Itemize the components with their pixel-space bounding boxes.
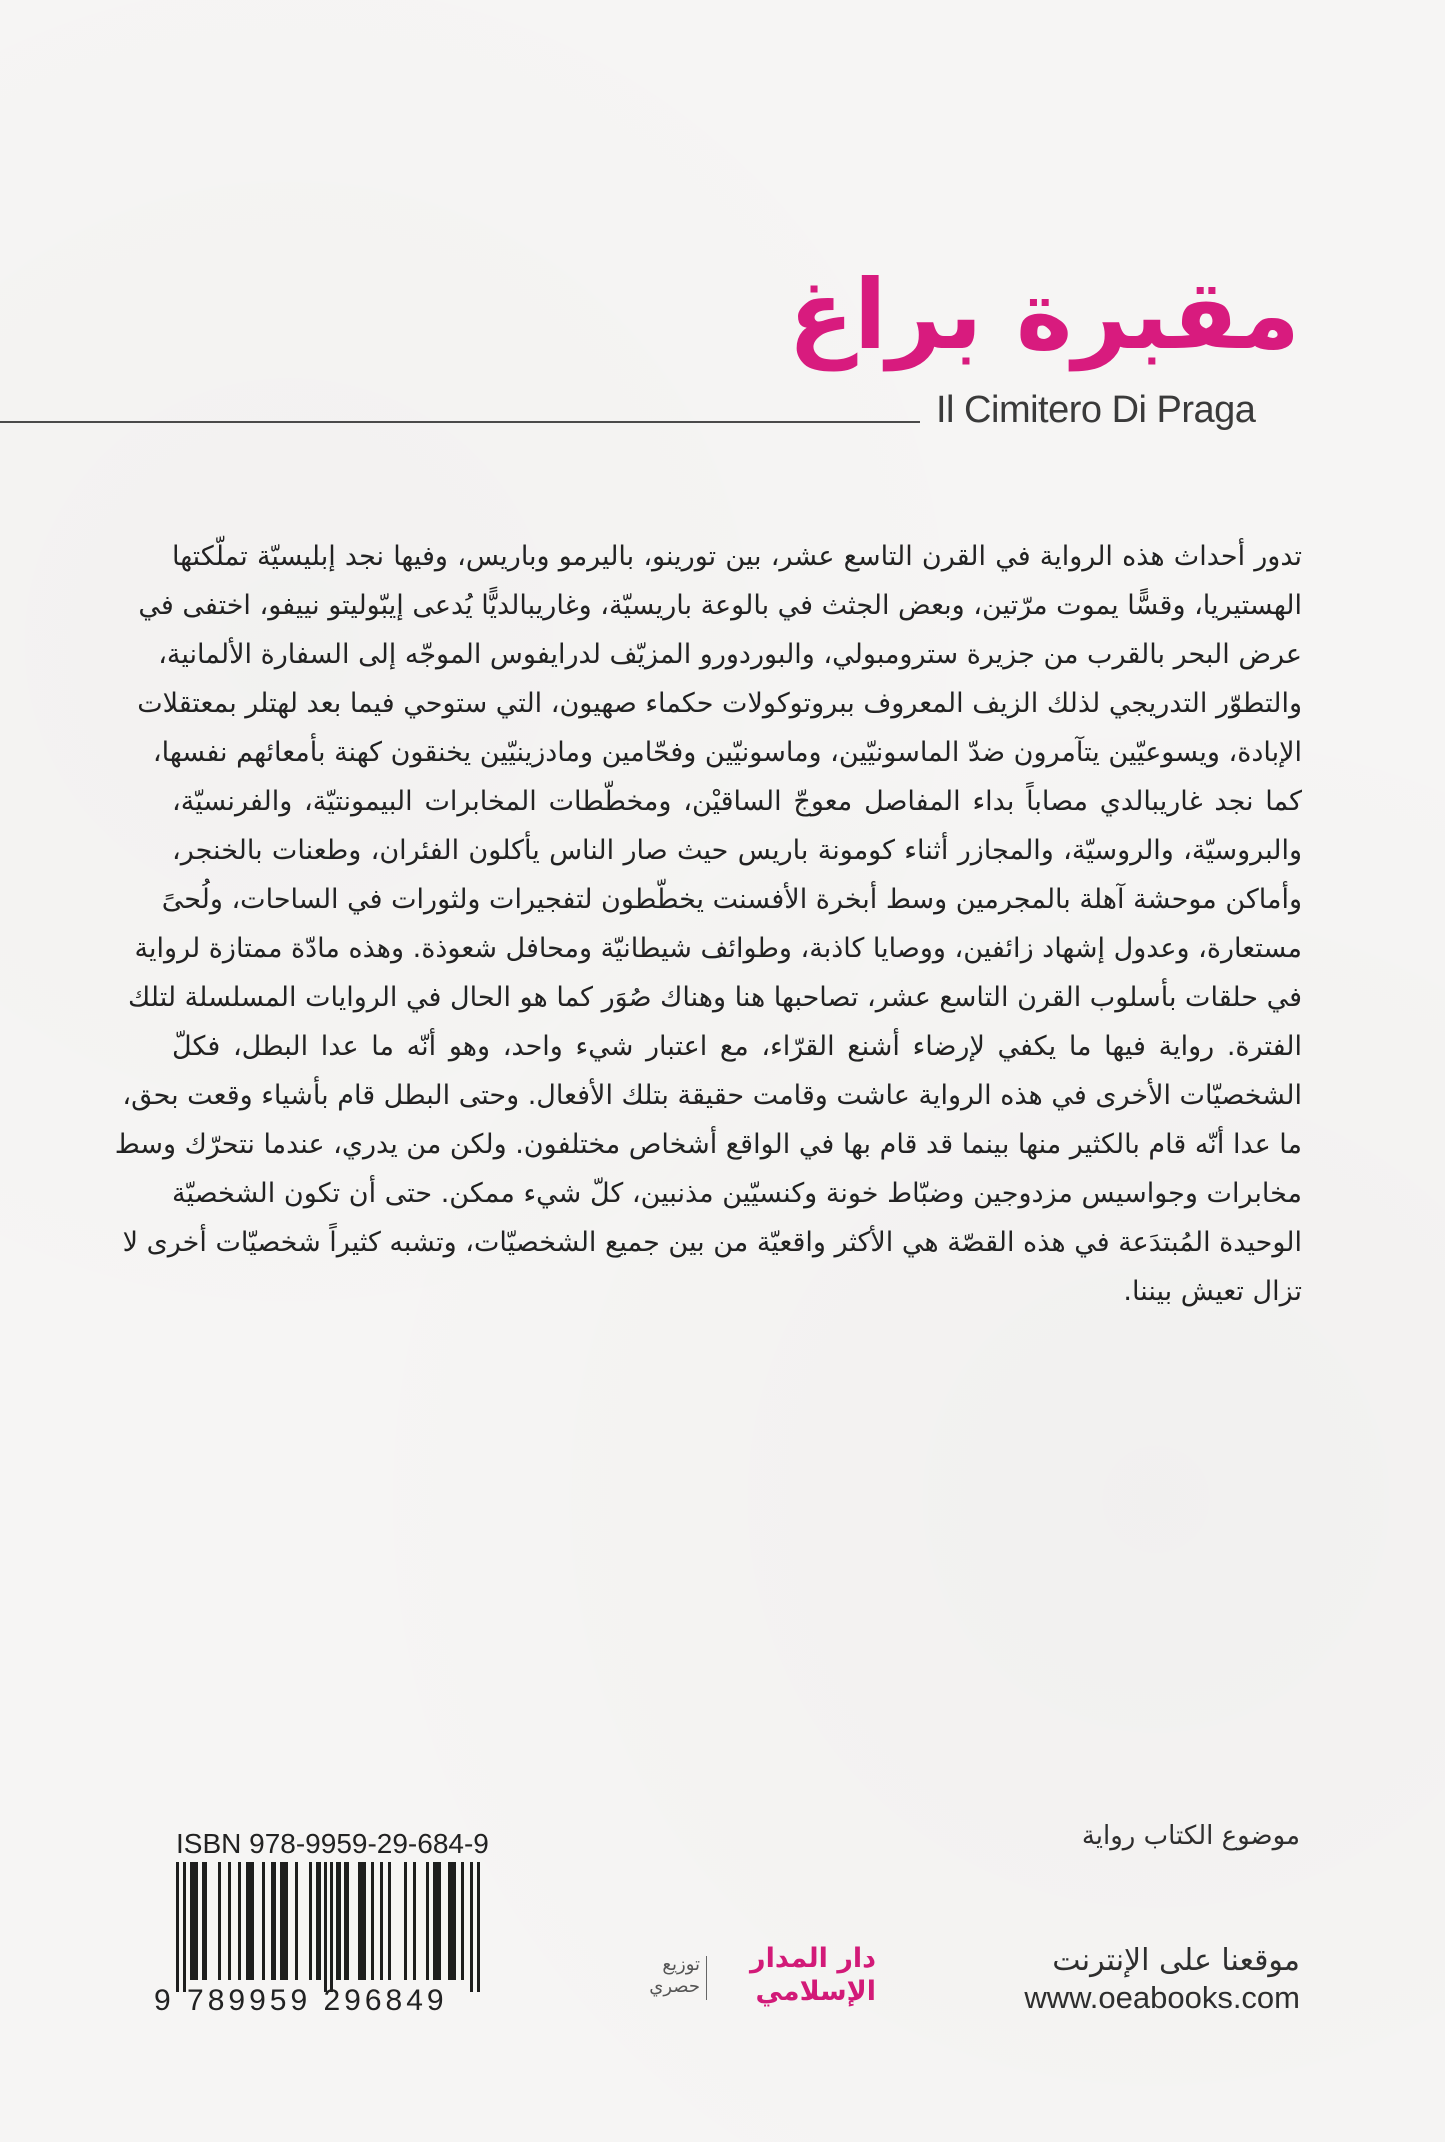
synopsis-line: في حلقات بأسلوب القرن التاسع عشر، تصاحبها هنا وهناك صُوَر كما هو الحال في الروايات المسلسلة لتلك — [128, 982, 1302, 1013]
barcode-icon — [176, 1862, 482, 1992]
isbn-label: ISBN 978-9959-29-684-9 — [176, 1828, 489, 1859]
synopsis-line: وأماكن موحشة آهلة بالمجرمين وسط أبخرة الأفسنت يخطّطون لتفجيرات ولثورات في الساحات، ولُحىً — [161, 884, 1302, 915]
distribution-word: توزيع — [662, 1954, 700, 1975]
book-title: مقبرة براغ — [788, 259, 1300, 371]
exclusive-word: حصري — [649, 1976, 700, 1997]
exclusive-distribution-label — [636, 1954, 700, 1998]
synopsis-line: مخابرات وجواسيس مزدوجين وضبّاط خونة وكنسيّين مذنبين، كلّ شيء ممكن. حتى أن تكون الشخصيّة — [172, 1178, 1302, 1209]
title-divider-rule — [0, 421, 920, 423]
synopsis-line: عرض البحر بالقرب من جزيرة سترومبولي، والبوردورو المزيّف لدرايفوس الموجّه إلى السفارة الألمانية، — [158, 639, 1302, 670]
synopsis-line: الوحيدة المُبتدَعة في هذه القصّة هي الأكثر واقعيّة من بين جميع الشخصيّات، وتشبه كثيراً شخصيّات أخرى لا — [122, 1227, 1302, 1258]
website-label: موقعنا على الإنترنت — [1052, 1943, 1300, 1978]
synopsis-line: الهستيريا، وقسًّا يموت مرّتين، وبعض الجثث في بالوعة باريسيّة، وغاريبالديًّا يُدعى إيبّوليتو نييفو، اختفى في — [138, 590, 1302, 621]
website-link[interactable]: www.oeabooks.com — [1024, 1980, 1300, 2015]
barcode-digits: 9 789959 296849 — [154, 1984, 448, 2017]
synopsis-line: كما نجد غاريبالدي مصاباً بداء المفاصل معوجّ الساقيْن، ومخطّطات المخابرات البيمونتيّة، والفرنسيّة، — [172, 786, 1302, 817]
synopsis-line: الفترة. رواية فيها ما يكفي لإرضاء أشنع القرّاء، مع اعتبار شيء واحد، وهو أنّه ما عدا البطل، فكلّ — [172, 1031, 1302, 1062]
book-original-title: Il Cimitero Di Praga — [936, 389, 1256, 431]
synopsis-text — [114, 532, 1302, 1316]
book-subject: موضوع الكتاب رواية — [1081, 1821, 1300, 1851]
synopsis-line: الشخصيّات الأخرى في هذه الرواية عاشت وقامت حقيقة بتلك الأفعال. وحتى البطل قام بأشياء وقعت بحق، — [122, 1080, 1302, 1111]
synopsis-line: تدور أحداث هذه الرواية في القرن التاسع عشر، بين تورينو، باليرمو وباريس، وفيها نجد إبليسيّة تملّكتها — [172, 541, 1302, 572]
publisher-logo — [636, 1940, 876, 2020]
synopsis-line: والبروسيّة، والروسيّة، والمجازر أثناء كومونة باريس حيث صار الناس يأكلون الفئران، وطعنات بالخنجر، — [172, 835, 1302, 866]
synopsis-line: تزال تعيش بيننا. — [1123, 1276, 1302, 1307]
synopsis-line: الإبادة، ويسوعيّين يتآمرون ضدّ الماسونيّين، وماسونيّين وفحّامين ومادزينيّين يخنقون كهنة بأمعائهم نفسها، — [152, 737, 1302, 768]
logo-separator — [706, 1956, 707, 2000]
synopsis-line: والتطوّر التدريجي لذلك الزيف المعروف ببروتوكولات حكماء صهيون، التي ستوحي فيما بعد لهتلر بمعتقلات — [137, 688, 1302, 719]
synopsis-line: ما عدا أنّه قام بالكثير منها بينما قد قام بها في الواقع أشخاص مختلفون. ولكن من يدري، عندما نتحرّك وسط — [114, 1129, 1302, 1160]
synopsis-line: مستعارة، وعدول إشهاد زائفين، ووصايا كاذبة، وطوائف شيطانيّة ومحافل شعوذة. وهذه مادّة ممتازة لرواية — [134, 933, 1302, 964]
publisher-name: دار المدار الإسلامي — [750, 1943, 876, 2007]
